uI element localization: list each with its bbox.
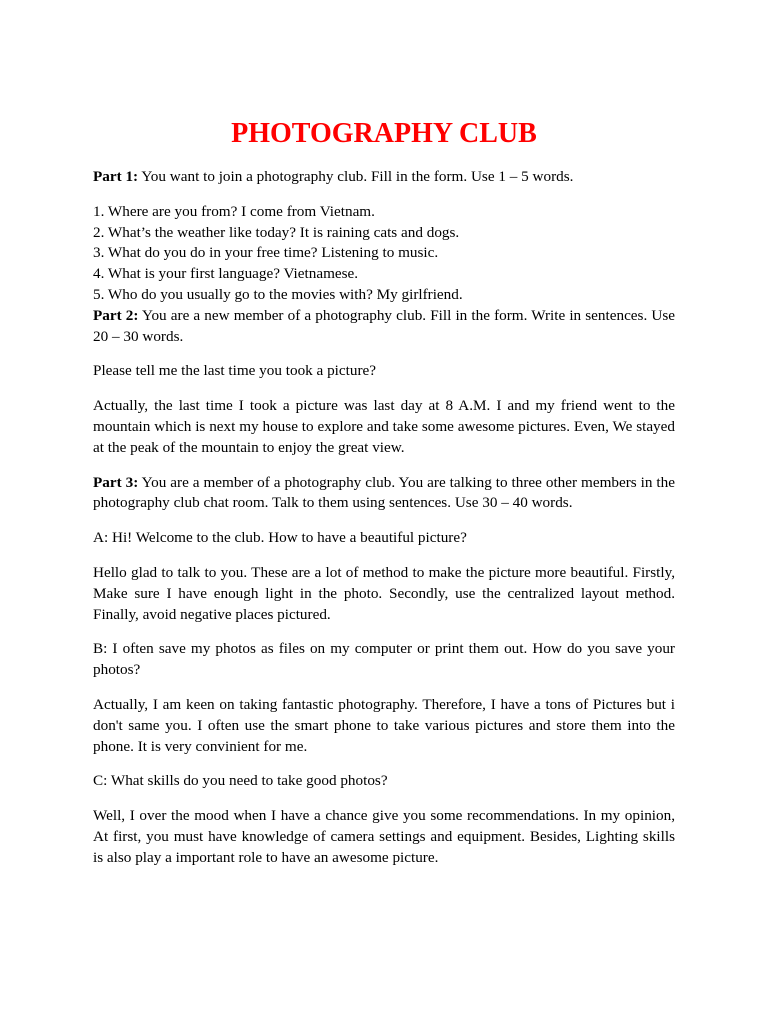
part1-label: Part 1: [93,168,139,185]
answer-a: Hello glad to talk to you. These are a lot of method to make the picture more beautiful. Firstly, Make sure I have enough light in the photo. Secondly, use the centralized layout method. Finally, avoid negative places pictured. [93,563,675,623]
part2-label: Part 2: [93,306,139,324]
answer-b: Actually, I am keen on taking fantastic photography. Therefore, I have a tons of Pictures but i don't same you. I often use the smart phone to take various pictures and store them into the phone. It is very convinient for me. [93,695,675,755]
answer-2: 2. What’s the weather like today? It is raining cats and dogs. [93,223,460,241]
part2-text: You are a new member of a photography club. Fill in the form. Write in sentences. Use 20 – 30 words. [93,306,675,345]
question-a: A: Hi! Welcome to the club. How to have a beautiful picture? [93,529,467,547]
page-title: PHOTOGRAPHY CLUB [231,118,537,149]
question-c: C: What skills do you need to take good photos? [93,772,388,790]
part3-text: You are a member of a photography club. You are talking to three other members in the photography club chat room. Talk to them using sentences. Use 30 – 40 words. [93,473,675,512]
part1-text: You want to join a photography club. Fill in the form. Use 1 – 5 words. [138,168,574,185]
part1-instruction [93,167,675,188]
answer-4: 4. What is your first language? Vietnamese. [93,265,359,283]
part3-instruction [93,473,675,515]
answer-1: 1. Where are you from? I come from Vietnam. [93,202,375,220]
document-body [93,167,675,869]
part2-question: Please tell me the last time you took a picture? [93,362,376,380]
answer-3: 3. What do you do in your free time? Listening to music. [93,244,439,262]
part2-answer: Actually, the last time I took a picture was last day at 8 A.M. I and my friend went to the mountain which is next my house to explore and take some awesome pictures. Even, We stayed at the peak of the mountain to enjoy the great view. [93,397,675,456]
part3-label: Part 3: [93,473,139,491]
question-b: B: I often save my photos as files on my computer or print them out. How do you save your photos? [93,640,675,679]
answer-c: Well, I over the mood when I have a chance give you some recommendations. In my opinion, At first, you must have knowledge of camera settings and equipment. Besides, Lighting skills is also play a important role to have an awesome picture. [93,807,675,866]
part2-instruction [93,306,675,348]
answer-5: 5. Who do you usually go to the movies with? My girlfriend. [93,285,463,303]
